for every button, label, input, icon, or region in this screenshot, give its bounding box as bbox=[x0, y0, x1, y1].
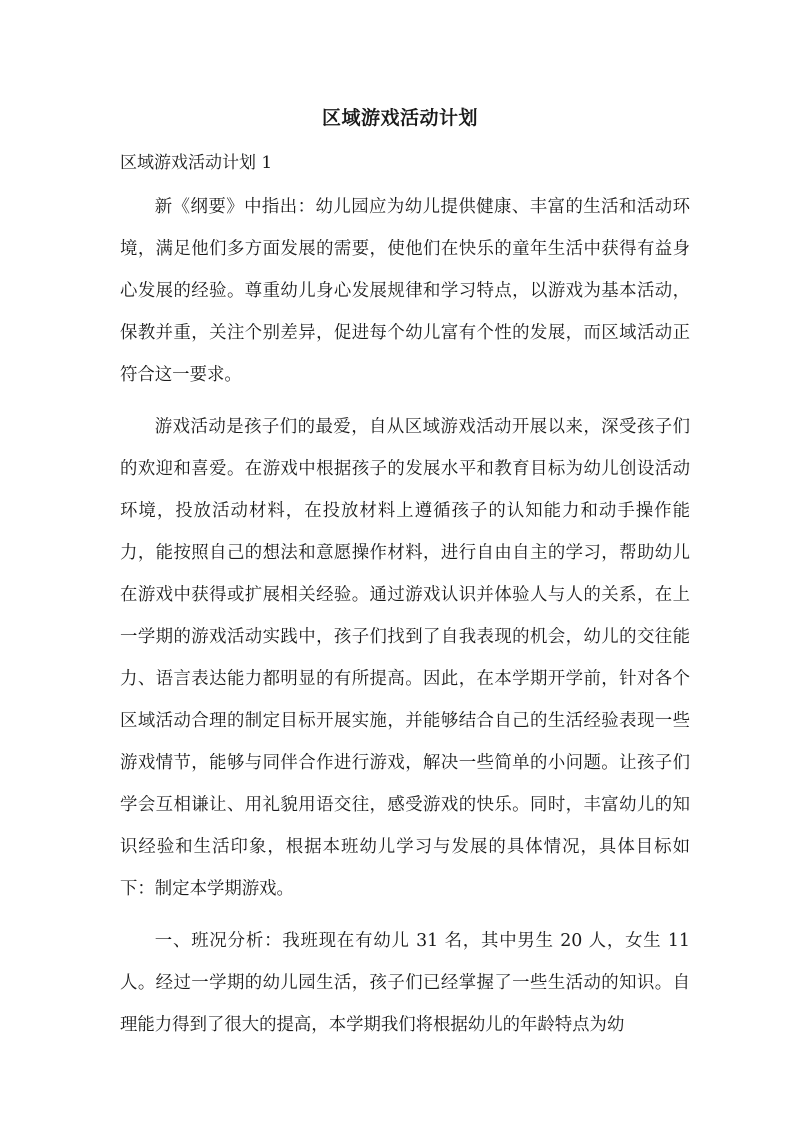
document-subtitle: 区域游戏活动计划 1 bbox=[120, 153, 273, 173]
paragraph-3: 一、班况分析：我班现在有幼儿 31 名，其中男生 20 人，女生 11 人。经过一学期的幼儿园生活，孩子们已经掌握了一些生活动的知识。自理能力得到了很大的提高，本学期我们将根据幼儿的年龄特点为幼 bbox=[120, 931, 690, 1035]
paragraph-1: 新《纲要》中指出：幼儿园应为幼儿提供健康、丰富的生活和活动环境，满足他们多方面发展的需要，使他们在快乐的童年生活中获得有益身心发展的经验。尊重幼儿身心发展规律和学习特点，以游戏为基本活动，保教并重，关注个别差异，促进每个幼儿富有个性的发展，而区域活动正符合这一要求。 bbox=[120, 197, 690, 385]
paragraph-2: 游戏活动是孩子们的最爱，自从区域游戏活动开展以来，深受孩子们的欢迎和喜爱。在游戏中根据孩子的发展水平和教育目标为幼儿创设活动环境，投放活动材料，在投放材料上遵循孩子的认知能力和动手操作能力，能按照自己的想法和意愿操作材料，进行自由自主的学习，帮助幼儿在游戏中获得或扩展相关经验。通过游戏认识并体验人与人的关系，在上一学期的游戏活动实践中，孩子们找到了自我表现的机会，幼儿的交往能力、语言表达能力都明显的有所提高。因此，在本学期开学前，针对各个区域活动合理的制定目标开展实施，并能够结合自己的生活经验表现一些游戏情节，能够与同伴合作进行游戏，解决一些简单的小问题。让孩子们学会互相谦让、用礼貌用语交往，感受游戏的快乐。同时，丰富幼儿的知识经验和生活印象，根据本班幼儿学习与发展的具体情况，具体目标如下：制定本学期游戏。 bbox=[120, 417, 690, 899]
document-body bbox=[120, 186, 690, 1056]
document-title: 区域游戏活动计划 bbox=[321, 107, 478, 129]
